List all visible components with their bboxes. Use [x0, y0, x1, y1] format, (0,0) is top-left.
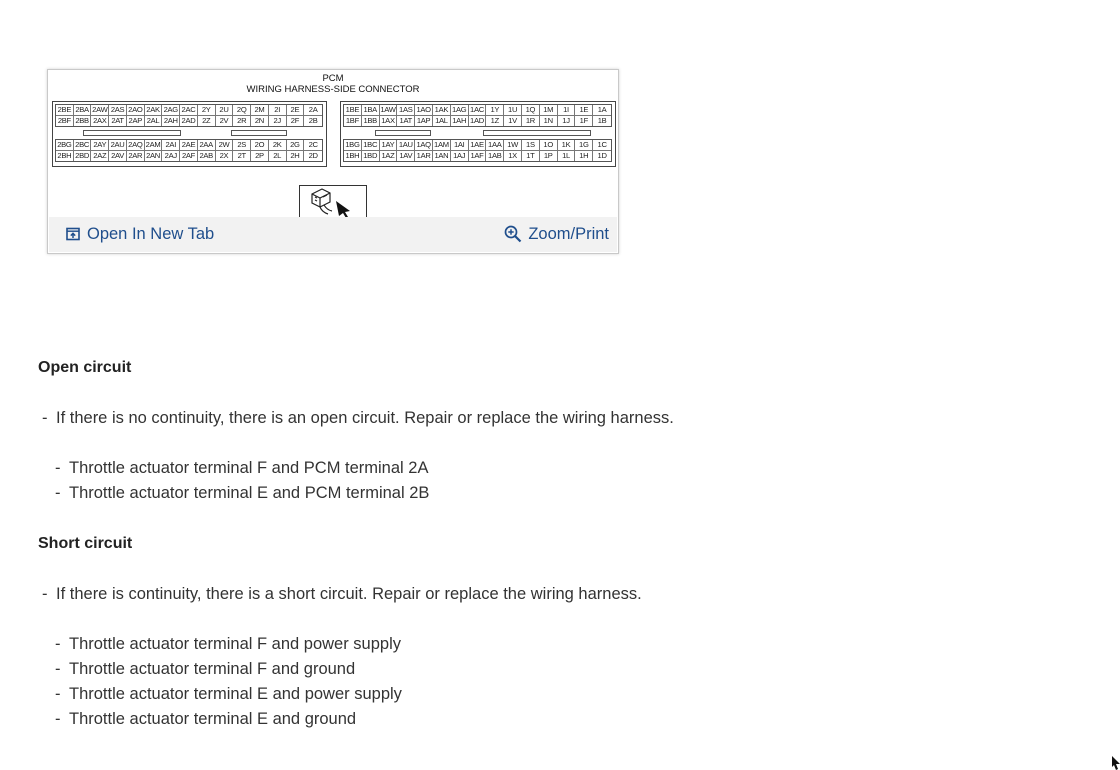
pin-label: 2W [216, 140, 234, 151]
pin-label: 2AU [109, 140, 127, 151]
pin-label: 2AV [109, 151, 127, 161]
pin-label: 2AA [198, 140, 216, 151]
bullet-dash: - [55, 484, 61, 502]
open-in-new-tab-icon [65, 226, 81, 242]
pin-label: 1AS [397, 105, 415, 116]
pin-label: 1X [504, 151, 522, 161]
pin-label: 2G [287, 140, 305, 151]
pin-label: 1BA [362, 105, 380, 116]
pin-label: 2AN [145, 151, 163, 161]
pin-label: 2AC [180, 105, 198, 116]
connector-figure-card [47, 69, 619, 254]
pin-label: 1A [593, 105, 611, 116]
pin-label: 2T [233, 151, 251, 161]
pin-label: 2X [216, 151, 234, 161]
bullet-dash: - [55, 635, 61, 653]
pin-label: 2I [269, 105, 287, 116]
zoom-in-icon [504, 225, 522, 243]
pin-label: 1Y [486, 105, 504, 116]
pin-label: 1AL [433, 116, 451, 126]
connector-1-housing [340, 101, 616, 167]
pin-label: 2BF [56, 116, 74, 126]
pin-label: 1AV [397, 151, 415, 161]
pin-label: 1BG [344, 140, 362, 151]
pin-label: 2BH [56, 151, 74, 161]
pin-label: 2B [308, 116, 318, 125]
pin-label: 1C [593, 140, 611, 151]
pin-label: 2AB [198, 151, 216, 161]
pin-label: 1W [504, 140, 522, 151]
pin-label: 2V [216, 116, 234, 126]
bullet-dash: - [55, 660, 61, 678]
pin-label: 1G [575, 140, 593, 151]
connector-1-latch-left [375, 130, 431, 136]
pin-label: 1AD [469, 116, 487, 126]
pin-label: 2D [308, 151, 318, 160]
connector-pointer-icon [300, 186, 366, 218]
pin-label: 2AJ [162, 151, 180, 161]
pin-label: 1AE [469, 140, 487, 151]
zoom-print-label: Zoom/Print [528, 224, 609, 243]
pin-label: 2U [216, 105, 234, 116]
pin-label: 1AJ [451, 151, 469, 161]
pin-label: 2Y [198, 105, 216, 116]
open-circuit-main-text: If there is no continuity, there is an open circuit. Repair or replace the wiring harness. [56, 409, 674, 427]
pin-label: 1AT [397, 116, 415, 126]
pin-label: 2AW [92, 105, 108, 114]
bullet-dash: - [55, 685, 61, 703]
connector-2-latch-left [83, 130, 181, 136]
pin-label: 1Q [522, 105, 540, 116]
connector-1-latch-right [483, 130, 591, 136]
pin-label: 2J [269, 116, 287, 126]
pin-label: 2AX [91, 116, 109, 126]
pin-label: 1V [504, 116, 522, 126]
connector-2-housing [52, 101, 327, 167]
open-in-new-tab-button[interactable] [65, 223, 214, 245]
bullet-dash: - [55, 459, 61, 477]
pin-label: 1I [558, 105, 576, 116]
open-circuit-heading: Open circuit [38, 359, 132, 376]
connector-2-latch-right [231, 130, 287, 136]
pin-label: 2A [304, 105, 322, 116]
pin-label: 2AI [162, 140, 180, 151]
short-circuit-sub-item [55, 685, 402, 704]
bullet-dash: - [55, 710, 61, 728]
pin-label: 2BG [56, 140, 74, 151]
connector-2-upper-grid [55, 104, 323, 127]
short-circuit-sub-item [55, 660, 355, 679]
diagram-title [49, 73, 617, 95]
pin-label: 2BA [74, 105, 92, 116]
pin-label: 2AO [127, 105, 145, 116]
short-circuit-sub-text: Throttle actuator terminal F and ground [69, 660, 356, 678]
open-circuit-sub-item [55, 484, 429, 503]
pin-label: 1U [504, 105, 522, 116]
pin-label: 2O [251, 140, 269, 151]
pin-label: 1L [558, 151, 576, 161]
short-circuit-sub-item [55, 635, 401, 654]
pin-label: 2BC [74, 140, 92, 151]
pin-label: 1P [540, 151, 558, 161]
pin-label: 1AX [380, 116, 398, 126]
bullet-dash: - [42, 585, 48, 603]
diagram-title-line1: PCM [322, 73, 344, 84]
short-circuit-sub-item [55, 710, 356, 729]
pin-label: 2M [251, 105, 269, 116]
pin-label: 2S [233, 140, 251, 151]
connector-diagram[interactable] [49, 71, 617, 217]
mouse-cursor-icon [1112, 756, 1120, 770]
pin-label: 1D [597, 151, 607, 160]
pin-label: 1AR [415, 151, 433, 161]
pin-label: 2L [269, 151, 287, 161]
connector-1-upper-grid [343, 104, 612, 127]
pin-label: 1AY [380, 140, 398, 151]
short-circuit-sub-text: Throttle actuator terminal E and ground [69, 710, 357, 728]
pin-label: 2AZ [91, 151, 109, 161]
pin-label: 2AG [162, 105, 180, 116]
pin-label: 1AW [380, 105, 396, 114]
connector-2-lower-grid [55, 139, 323, 162]
pin-label: 1N [540, 116, 558, 126]
short-circuit-main-text: If there is continuity, there is a short circuit. Repair or replace the wiring harness. [56, 585, 642, 603]
pin-label: 1AM [433, 140, 451, 151]
pin-label: 2AQ [127, 140, 145, 151]
short-circuit-sub-text: Throttle actuator terminal E and power supply [69, 685, 402, 703]
pin-label: 1AU [397, 140, 415, 151]
pin-label: 1H [575, 151, 593, 161]
pin-label: 1AF [469, 151, 487, 161]
pin-label: 1AP [415, 116, 433, 126]
pin-label: 1BB [362, 116, 380, 126]
pin-label: 2AF [180, 151, 198, 161]
pin-label: 1BC [362, 140, 380, 151]
pin-label: 1BD [362, 151, 380, 161]
open-circuit-sub-text: Throttle actuator terminal E and PCM terminal 2B [69, 484, 430, 502]
pin-label: 2AE [180, 140, 198, 151]
pin-label: 1AH [451, 116, 469, 126]
pin-label: 1AA [486, 140, 504, 151]
pin-label: 2AM [145, 140, 163, 151]
pin-label: 2BD [74, 151, 92, 161]
pin-label: 2BE [56, 105, 74, 116]
pin-label: 2R [233, 116, 251, 126]
pin-label: 1J [558, 116, 576, 126]
pin-label: 1AZ [380, 151, 398, 161]
pin-label: 1BF [344, 116, 362, 126]
pin-label: 1K [558, 140, 576, 151]
pin-label: 1R [522, 116, 540, 126]
pin-label: 2AK [145, 105, 163, 116]
pin-label: 2Q [233, 105, 251, 116]
pin-label: 1B [597, 116, 607, 125]
pin-label: 2AR [127, 151, 145, 161]
pin-label: 2Z [198, 116, 216, 126]
pin-label: 2E [287, 105, 305, 116]
pin-label: 2AL [145, 116, 163, 126]
pin-label: 1AO [415, 105, 433, 116]
bullet-dash: - [42, 409, 48, 427]
pin-label: 1AB [486, 151, 504, 161]
open-circuit-sub-text: Throttle actuator terminal F and PCM terminal 2A [69, 459, 429, 477]
pin-label: 2AH [162, 116, 180, 126]
pin-label: 2AP [127, 116, 145, 126]
pin-label: 1F [575, 116, 593, 126]
zoom-print-button[interactable] [504, 223, 609, 245]
pin-label: 1O [540, 140, 558, 151]
pin-label: 1AN [433, 151, 451, 161]
connector-1-lower-grid [343, 139, 612, 162]
pin-label: 2AD [180, 116, 198, 126]
open-circuit-sub-item [55, 459, 428, 478]
pin-label: 2K [269, 140, 287, 151]
pin-label: 2AY [91, 140, 109, 151]
pin-label: 2N [251, 116, 269, 126]
pin-label: 1BH [344, 151, 362, 161]
pin-label: 1AI [451, 140, 469, 151]
pin-label: 2AS [109, 105, 127, 116]
pin-label: 1E [575, 105, 593, 116]
pin-label: 1S [522, 140, 540, 151]
open-circuit-main-item [42, 409, 674, 428]
diagram-title-line2: WIRING HARNESS-SIDE CONNECTOR [246, 84, 420, 95]
pin-label: 1M [540, 105, 558, 116]
short-circuit-sub-text: Throttle actuator terminal F and power supply [69, 635, 401, 653]
pin-label: 1AC [469, 105, 487, 116]
harness-connector-pictogram [299, 185, 367, 219]
short-circuit-heading: Short circuit [38, 535, 133, 552]
short-circuit-main-item [42, 585, 642, 604]
figure-card-footer [49, 217, 617, 252]
open-in-new-tab-label: Open In New Tab [87, 224, 215, 243]
pin-label: 2F [287, 116, 305, 126]
pin-label: 1Z [486, 116, 504, 126]
pin-label: 2AT [109, 116, 127, 126]
pin-label: 1AG [451, 105, 469, 116]
pin-label: 2BB [74, 116, 92, 126]
pin-label: 1AK [433, 105, 451, 116]
pin-label: 2P [251, 151, 269, 161]
pin-label: 2H [287, 151, 305, 161]
pin-label: 1AQ [415, 140, 433, 151]
pin-label: 2C [304, 140, 322, 151]
pin-label: 1T [522, 151, 540, 161]
pin-label: 1BE [344, 105, 362, 116]
